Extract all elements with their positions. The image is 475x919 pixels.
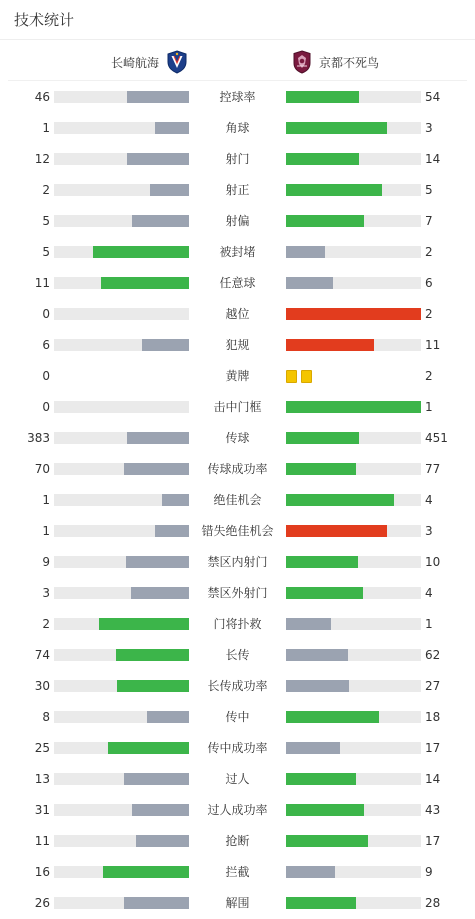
teams-header [0, 46, 475, 78]
stat-label: 长传 [225, 648, 250, 662]
stat-label: 抢断 [225, 834, 250, 848]
home-bar-track [54, 246, 189, 258]
stat-row [0, 456, 475, 487]
stat-label: 拦截 [225, 865, 250, 879]
away-bar-fill [286, 866, 335, 878]
away-bar-fill [286, 680, 349, 692]
home-bar-track [54, 215, 189, 227]
stat-label: 禁区外射门 [207, 586, 268, 600]
home-bar-fill [150, 184, 189, 196]
away-value: 3 [425, 121, 433, 135]
home-bar-fill [101, 277, 189, 289]
home-team-name: 长崎航海 [110, 55, 159, 70]
home-bar-track [54, 277, 189, 289]
away-value: 27 [425, 679, 441, 693]
home-bar-track [54, 618, 189, 630]
away-bar-fill [286, 618, 331, 630]
home-bar-track [54, 897, 189, 909]
away-bar-track [286, 432, 421, 444]
home-value: 9 [42, 555, 50, 569]
stat-row [0, 735, 475, 766]
away-value: 2 [425, 245, 433, 259]
stat-row [0, 332, 475, 363]
stat-row [0, 208, 475, 239]
title-divider [0, 39, 475, 40]
away-bar-fill [286, 432, 359, 444]
stat-label: 射偏 [225, 214, 250, 228]
away-value: 9 [425, 865, 433, 879]
stat-label: 黄牌 [225, 369, 250, 383]
stat-row [0, 363, 475, 394]
away-bar-track [286, 246, 421, 258]
home-bar-track [54, 432, 189, 444]
away-value: 62 [425, 648, 441, 662]
away-bar-track [286, 494, 421, 506]
away-team [291, 46, 379, 78]
home-bar-fill [155, 122, 189, 134]
home-bar-fill [124, 897, 189, 909]
stat-row [0, 642, 475, 673]
home-bar-track [54, 184, 189, 196]
away-bar-track [286, 804, 421, 816]
home-bar-fill [147, 711, 189, 723]
stat-row [0, 549, 475, 580]
yellow-cards [286, 370, 312, 383]
stat-label: 绝佳机会 [213, 493, 262, 507]
stat-row [0, 270, 475, 301]
away-value: 54 [425, 90, 441, 104]
away-bar-track [286, 463, 421, 475]
home-value: 2 [42, 617, 50, 631]
stat-label: 解围 [225, 896, 250, 910]
stat-label: 控球率 [219, 90, 256, 104]
away-bar-fill [286, 897, 356, 909]
away-bar-fill [286, 742, 340, 754]
away-bar-fill [286, 184, 382, 196]
away-bar-track [286, 742, 421, 754]
away-value: 2 [425, 369, 433, 383]
away-bar-track [286, 91, 421, 103]
away-value: 451 [425, 431, 448, 445]
stat-label: 击中门框 [213, 400, 262, 414]
away-value: 4 [425, 493, 433, 507]
home-bar-track [54, 649, 189, 661]
home-value: 5 [42, 214, 50, 228]
stat-row [0, 611, 475, 642]
stat-label: 传球 [225, 431, 250, 445]
stat-row [0, 84, 475, 115]
stat-label: 角球 [225, 121, 250, 135]
home-bar-fill [127, 432, 189, 444]
away-bar-track [286, 215, 421, 227]
home-value: 383 [27, 431, 50, 445]
home-value: 0 [42, 369, 50, 383]
away-bar-track [286, 339, 421, 351]
stat-row [0, 890, 475, 919]
stat-label: 射门 [225, 152, 250, 166]
home-bar-track [54, 742, 189, 754]
away-bar-fill [286, 711, 379, 723]
home-value: 74 [34, 648, 50, 662]
away-value: 3 [425, 524, 433, 538]
away-bar-track [286, 773, 421, 785]
kyoto-sanga-crest-icon [291, 50, 313, 74]
stat-label: 门将扑救 [213, 617, 262, 631]
stat-row [0, 239, 475, 270]
home-bar-track [54, 835, 189, 847]
away-bar-track [286, 556, 421, 568]
stat-row [0, 301, 475, 332]
home-value: 31 [34, 803, 50, 817]
away-value: 2 [425, 307, 433, 321]
stat-label: 过人成功率 [207, 803, 268, 817]
away-value: 14 [425, 772, 441, 786]
home-bar-track [54, 494, 189, 506]
home-value: 16 [34, 865, 50, 879]
away-value: 7 [425, 214, 433, 228]
away-value: 77 [425, 462, 441, 476]
home-bar-track [54, 866, 189, 878]
away-bar-track [286, 401, 421, 413]
away-bar-fill [286, 215, 364, 227]
away-value: 6 [425, 276, 433, 290]
home-bar-fill [117, 680, 189, 692]
home-value: 3 [42, 586, 50, 600]
home-bar-fill [127, 153, 189, 165]
stat-label: 犯规 [225, 338, 250, 352]
home-bar-track [54, 680, 189, 692]
away-bar-fill [286, 556, 358, 568]
home-bar-fill [108, 742, 189, 754]
home-value: 12 [34, 152, 50, 166]
stat-row [0, 797, 475, 828]
stat-label: 过人 [225, 772, 250, 786]
stat-row [0, 518, 475, 549]
away-bar-fill [286, 494, 394, 506]
home-value: 1 [42, 121, 50, 135]
stat-row [0, 115, 475, 146]
home-bar-track [54, 587, 189, 599]
stats-table [0, 84, 475, 919]
away-bar-fill [286, 773, 356, 785]
home-bar-fill [132, 215, 189, 227]
away-bar-fill [286, 835, 368, 847]
home-value: 8 [42, 710, 50, 724]
away-value: 4 [425, 586, 433, 600]
away-bar-fill [286, 401, 421, 413]
away-bar-fill [286, 153, 359, 165]
stat-label: 越位 [225, 307, 250, 321]
home-bar-track [54, 308, 189, 320]
home-bar-track [54, 804, 189, 816]
home-bar-fill [124, 773, 189, 785]
home-bar-track [54, 556, 189, 568]
away-value: 10 [425, 555, 441, 569]
home-bar-fill [142, 339, 189, 351]
stat-row [0, 859, 475, 890]
away-bar-fill [286, 649, 348, 661]
home-bar-fill [116, 649, 189, 661]
home-value: 26 [34, 896, 50, 910]
section-title: 技术统计 [14, 11, 75, 29]
away-bar-track [286, 835, 421, 847]
stat-label: 射正 [225, 183, 250, 197]
away-bar-fill [286, 91, 359, 103]
away-bar-track [286, 649, 421, 661]
home-value: 0 [42, 307, 50, 321]
home-bar-fill [162, 494, 189, 506]
home-value: 11 [34, 276, 50, 290]
home-bar-track [54, 401, 189, 413]
home-bar-fill [127, 91, 189, 103]
home-bar-fill [131, 587, 189, 599]
stat-row [0, 580, 475, 611]
stat-row [0, 425, 475, 456]
home-bar-fill [132, 804, 189, 816]
home-value: 1 [42, 524, 50, 538]
home-bar-fill [155, 525, 189, 537]
away-value: 17 [425, 834, 441, 848]
away-bar-fill [286, 122, 387, 134]
away-bar-track [286, 711, 421, 723]
home-value: 25 [34, 741, 50, 755]
home-value: 6 [42, 338, 50, 352]
stat-label: 传中成功率 [207, 741, 268, 755]
away-bar-track [286, 153, 421, 165]
home-bar-fill [126, 556, 189, 568]
stat-label: 长传成功率 [207, 679, 268, 693]
away-bar-fill [286, 525, 387, 537]
stat-row [0, 828, 475, 859]
home-bar-fill [103, 866, 189, 878]
away-bar-track [286, 122, 421, 134]
away-team-name: 京都不死鸟 [319, 55, 380, 70]
stat-label: 传中 [225, 710, 250, 724]
home-bar-track [54, 711, 189, 723]
yellow-card-icon [286, 370, 297, 383]
yellow-card-icon [301, 370, 312, 383]
away-bar-track [286, 587, 421, 599]
home-value: 46 [34, 90, 50, 104]
home-value: 0 [42, 400, 50, 414]
home-bar-fill [136, 835, 189, 847]
home-value: 1 [42, 493, 50, 507]
home-value: 2 [42, 183, 50, 197]
stat-label: 禁区内射门 [207, 555, 268, 569]
away-bar-track [286, 866, 421, 878]
stat-label: 错失绝佳机会 [201, 524, 274, 538]
away-bar-track [286, 618, 421, 630]
away-value: 5 [425, 183, 433, 197]
home-bar-track [54, 122, 189, 134]
away-bar-fill [286, 587, 363, 599]
home-value: 11 [34, 834, 50, 848]
away-value: 14 [425, 152, 441, 166]
away-bar-track [286, 184, 421, 196]
home-value: 70 [34, 462, 50, 476]
away-value: 1 [425, 617, 433, 631]
stat-row [0, 177, 475, 208]
v-varen-nagasaki-crest-icon [166, 50, 188, 74]
away-bar-fill [286, 246, 325, 258]
away-value: 17 [425, 741, 441, 755]
away-value: 18 [425, 710, 441, 724]
stat-row [0, 704, 475, 735]
home-bar-track [54, 91, 189, 103]
away-bar-track [286, 277, 421, 289]
stat-row [0, 766, 475, 797]
stat-label: 传球成功率 [207, 462, 268, 476]
home-bar-track [54, 525, 189, 537]
away-bar-track [286, 308, 421, 320]
away-bar-fill [286, 463, 356, 475]
home-value: 13 [34, 772, 50, 786]
stat-label: 被封堵 [219, 245, 256, 259]
away-bar-track [286, 525, 421, 537]
away-bar-track [286, 897, 421, 909]
stat-row [0, 487, 475, 518]
away-bar-fill [286, 339, 374, 351]
stat-label: 任意球 [219, 276, 256, 290]
away-value: 43 [425, 803, 441, 817]
away-value: 1 [425, 400, 433, 414]
home-bar-track [54, 773, 189, 785]
away-value: 11 [425, 338, 441, 352]
away-bar-fill [286, 308, 421, 320]
stat-row [0, 673, 475, 704]
away-bar-fill [286, 804, 364, 816]
home-bar-track [54, 339, 189, 351]
away-value: 28 [425, 896, 441, 910]
home-team [111, 46, 188, 78]
home-bar-track [54, 153, 189, 165]
home-bar-fill [124, 463, 189, 475]
home-bar-fill [93, 246, 189, 258]
home-value: 30 [34, 679, 50, 693]
stat-row [0, 146, 475, 177]
away-bar-track [286, 680, 421, 692]
home-value: 5 [42, 245, 50, 259]
home-bar-fill [99, 618, 189, 630]
header-divider [8, 80, 467, 81]
away-bar-fill [286, 277, 333, 289]
stat-row [0, 394, 475, 425]
home-bar-track [54, 463, 189, 475]
